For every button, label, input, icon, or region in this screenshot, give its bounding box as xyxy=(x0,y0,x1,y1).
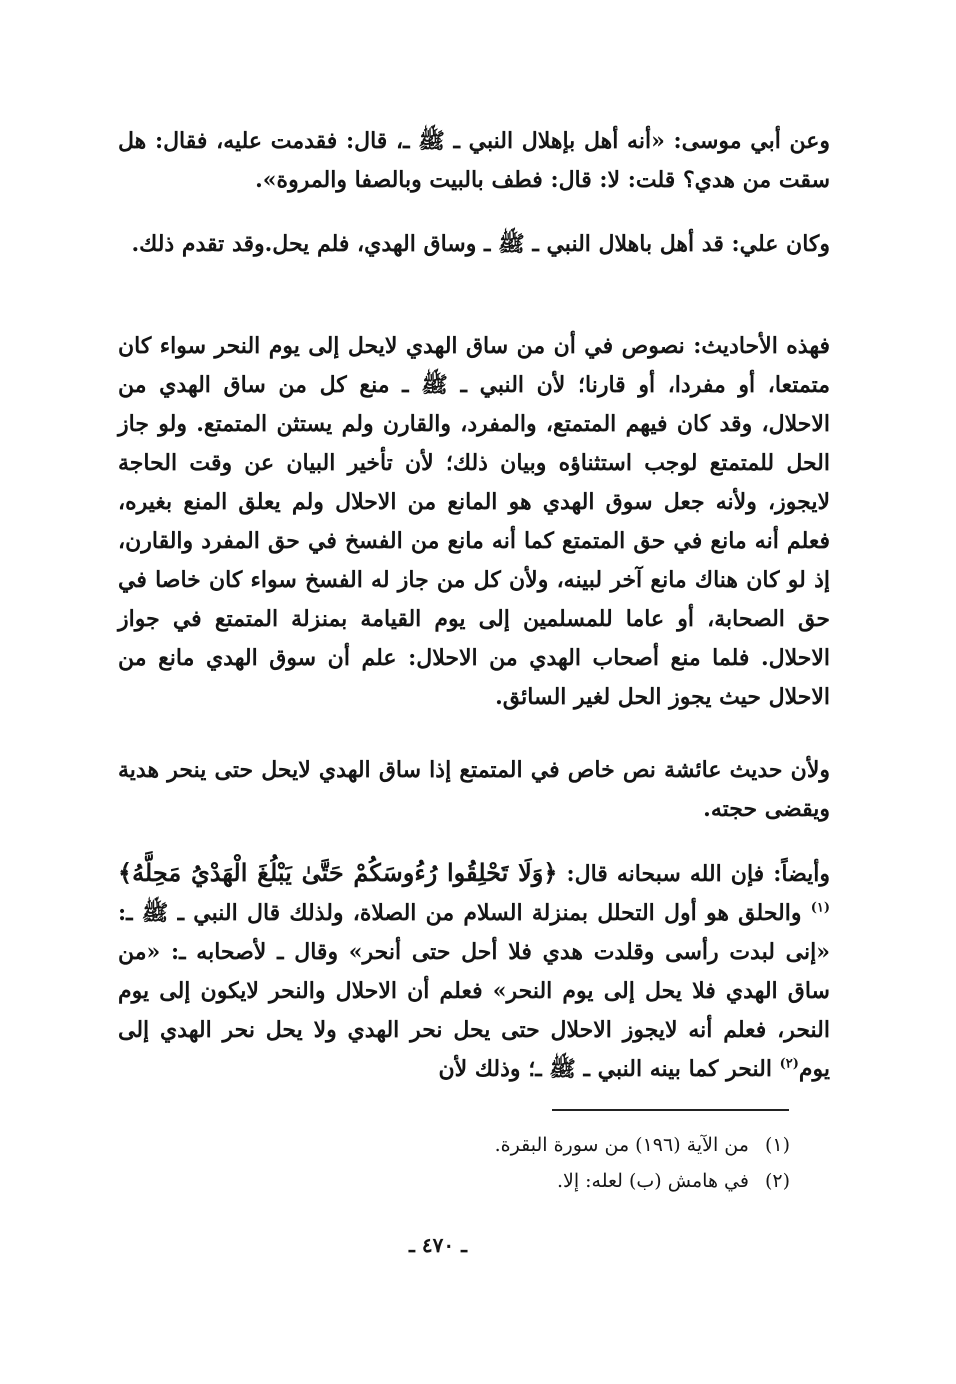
page-number: ـ ٤٧٠ ـ xyxy=(409,1233,467,1257)
paragraph-abu-musa xyxy=(118,122,830,200)
footnote-ref-2: (٢) xyxy=(779,1056,799,1072)
paragraph-body: والحلق هو أول التحلل بمنزلة السلام من الصلاة، ولذلك قال النبي ـ ﷺ ـ: «إنى لبدت رأسى وقلدت هدي فلا أحل حتى أنحر» وقال ـ لأصحابه ـ: «من ساق الهدي فلا يحل إلى يوم النحر» فعلم أن الاحلال والنحر لايكون إلى يوم النحر، فعلم أنه لايجوز الاحلال حتى يحل نحر الهدي ولا يحل نحر الهدي إلى يوم xyxy=(118,900,830,1082)
paragraph-text xyxy=(118,853,830,1089)
footnote-ref-1: (١) xyxy=(810,900,830,916)
paragraph-ahadith xyxy=(118,327,830,717)
paragraph-text: فهذه الأحاديث: نصوص في أن من ساق الهدي لايحل إلى يوم النحر سواء كان متمتعا، أو مفردا، أو قارنا؛ لأن النبي ـ ﷺ ـ منع كل من ساق الهدي من الاحلال، وقد كان فيهم المتمتع، والمفرد، والقارن ولم يستثن المتمتع. ولو جاز الحل للمتمتع لوجب استثناؤه وبيان ذلك؛ لأن تأخير البيان عن وقت الحاجة لايجوز، ولأنه جعل سوق الهدي هو المانع من الاحلال ولم يعلق المنع بغيره، فعلم أنه مانع في حق المتمتع كما أنه مانع من الفسخ في حق المفرد والقارن، إذ لو كان هناك مانع آخر لبينه، ولأن كل من جاز له الفسخ سواء كان خاصا في حق الصحابة، أو عاما للمسلمين إلى يوم القيامة بمنزلة المتمتع في جواز الاحلال. فلما منع أصحاب الهدي من الاحلال: علم أن سوق الهدي مانع من الاحلال حيث يجوز الحل لغير السائق. xyxy=(118,333,830,710)
footnote-separator xyxy=(552,1109,789,1111)
quran-verse: ﴿وَلَا تَحْلِقُوا رُءُوسَكُمْ حَتَّىٰ يَبْلُغَ الْهَدْيُ مَحِلَّهُ﴾ xyxy=(118,858,558,887)
footnote-1 xyxy=(300,1127,790,1163)
footnote-text: في هامش (ب) لعله: إلا. xyxy=(556,1170,749,1192)
paragraph-ali xyxy=(118,225,830,264)
footnote-text: من الآية (١٩٦) من سورة البقرة. xyxy=(494,1134,749,1156)
paragraph-text: ولأن حديث عائشة نص خاص في المتمتع إذا ساق الهدي لايحل حتى ينحر هدية ويقضى حجته. xyxy=(118,757,830,822)
footnote-number: (٢) xyxy=(764,1170,790,1192)
footnote-2 xyxy=(300,1163,790,1199)
footnotes xyxy=(300,1127,790,1199)
paragraph-intro: وأيضاً: فإن الله سبحانه قال: xyxy=(557,861,831,887)
footnote-number: (١) xyxy=(764,1134,790,1156)
paragraph-end: النحر كما بينه النبي ـ ﷺ ـ؛ وذلك لأن xyxy=(438,1056,780,1082)
paragraph-aisha xyxy=(118,751,830,829)
paragraph-text: وكان علي: قد أهل باهلال النبي ـ ﷺ ـ وساق الهدي، فلم يحل.وقد تقدم ذلك. xyxy=(131,231,830,257)
paragraph-text: وعن أبي موسى: «أنه أهل بإهلال النبي ـ ﷺ ـ، قال: فقدمت عليه، فقال: هل سقت من هدي؟ قلت: لا: قال: فطف بالبيت وبالصفا والمروة». xyxy=(118,128,830,193)
paragraph-quran-verse xyxy=(118,853,830,1089)
